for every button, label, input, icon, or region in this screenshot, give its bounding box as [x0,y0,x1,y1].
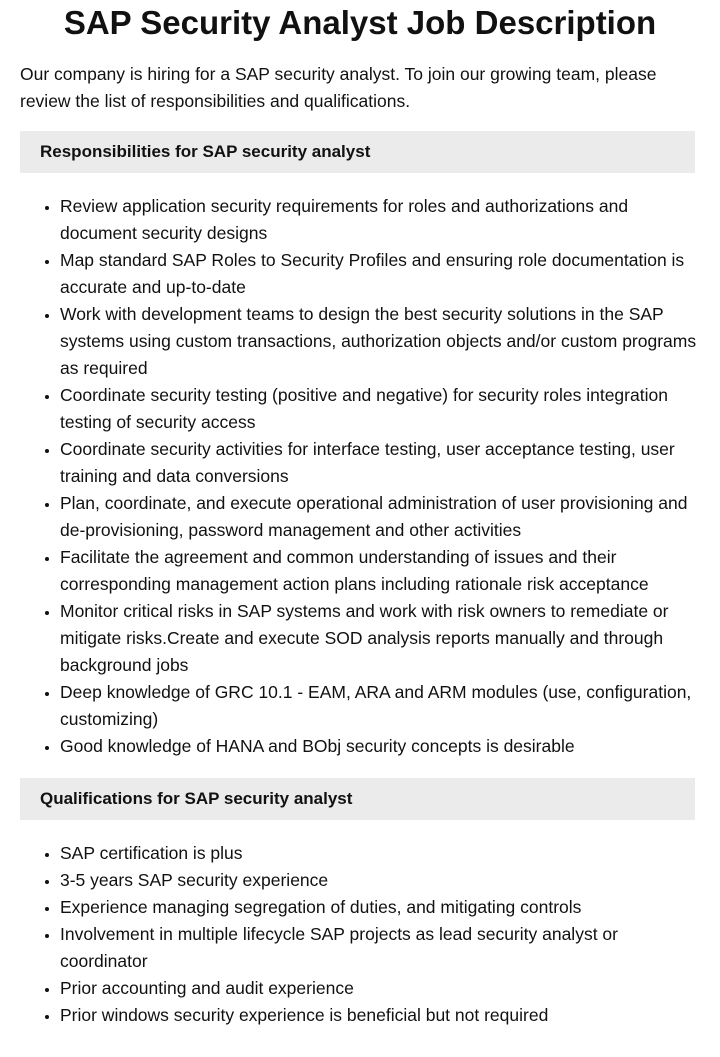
list-item: • Deep knowledge of GRC 10.1 - EAM, ARA and ARM modules (use, configuration, customizing) [60,679,700,733]
list-item: • Involvement in multiple lifecycle SAP projects as lead security analyst or coordinator [60,921,700,975]
list-item: • Work with development teams to design the best security solutions in the SAP systems using custom transactions, authorization objects and/or custom programs as required [60,301,700,382]
list-item: • Plan, coordinate, and execute operational administration of user provisioning and de-provisioning, password management and other activities [60,490,700,544]
list-item: • Good knowledge of HANA and BObj security concepts is desirable [60,733,700,760]
intro-paragraph: Our company is hiring for a SAP security analyst. To join our growing team, please review the list of responsibilities and qualifications. [20,64,657,111]
list-item: • Review application security requirements for roles and authorizations and document security designs [60,193,700,247]
list-item: • Map standard SAP Roles to Security Profiles and ensuring role documentation is accurate and up-to-date [60,247,700,301]
page-title: SAP Security Analyst Job Description [63,4,657,41]
list-item: • SAP certification is plus [60,840,700,867]
responsibilities-heading: Responsibilities for SAP security analyst [20,131,695,173]
list-item: • Facilitate the agreement and common understanding of issues and their corresponding management action plans including rationale risk acceptance [60,544,700,598]
list-item: • Experience managing segregation of duties, and mitigating controls [60,894,700,921]
list-item: • Coordinate security activities for interface testing, user acceptance testing, user training and data conversions [60,436,700,490]
list-item: • Monitor critical risks in SAP systems and work with risk owners to remediate or mitigate risks.Create and execute SOD analysis reports manually and through background jobs [60,598,700,679]
responsibilities-list [20,193,700,760]
list-item: • Prior accounting and audit experience [60,975,700,1002]
qualifications-list [20,840,700,1029]
list-item: • Prior windows security experience is beneficial but not required [60,1002,700,1029]
list-item: • 3-5 years SAP security experience [60,867,700,894]
list-item: • Coordinate security testing (positive and negative) for security roles integration testing of security access [60,382,700,436]
qualifications-heading: Qualifications for SAP security analyst [20,778,695,820]
